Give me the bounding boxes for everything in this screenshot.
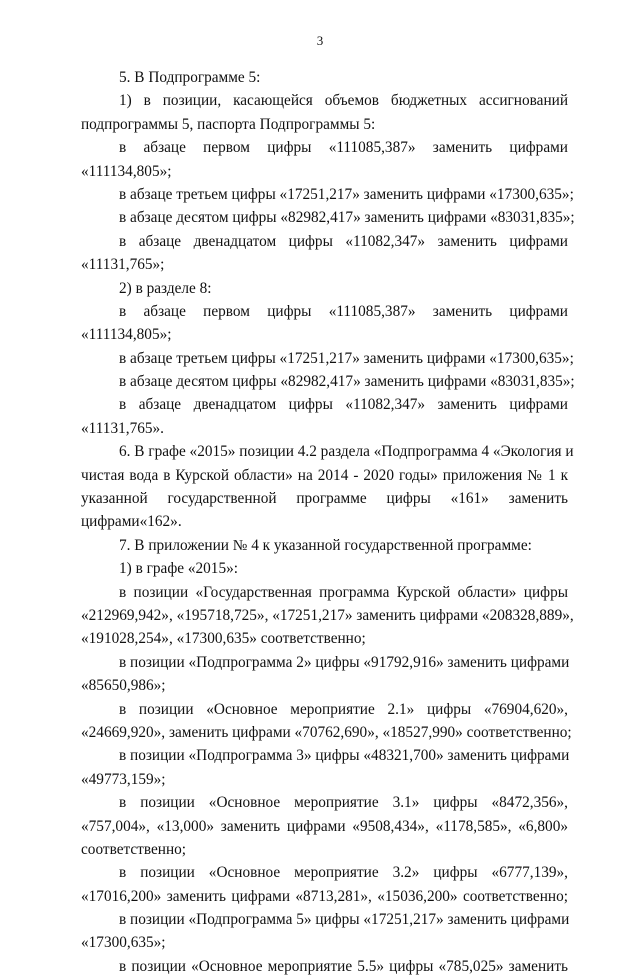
text-line: в позиции «Основное мероприятие 5.5» цифры «785,025» заменить bbox=[119, 957, 568, 975]
text-line: «757,004», «13,000» заменить цифрами «9508,434», «1178,585», «6,800» bbox=[81, 817, 568, 835]
text-line: в позиции «Подпрограмма 5» цифры «17251,217» заменить цифрами bbox=[119, 911, 570, 929]
text-line: соответственно; bbox=[81, 840, 187, 858]
text-line: в абзаце двенадцатом цифры «11082,347» заменить цифрами bbox=[119, 232, 568, 250]
text-line: «17016,200» заменить цифрами «8713,281», «15036,200» соответственно; bbox=[81, 887, 568, 905]
text-line: «111134,805»; bbox=[81, 162, 172, 180]
text-line: в позиции «Государственная программа Курской области» цифры bbox=[119, 583, 568, 601]
text-line: «191028,254», «17300,635» соответственно; bbox=[81, 630, 366, 648]
text-line: «11131,765». bbox=[81, 419, 164, 437]
text-line: чистая вода в Курской области» на 2014 - 2020 годы» приложения № 1 к bbox=[81, 466, 568, 484]
text-line: 2) в разделе 8: bbox=[119, 279, 212, 297]
page-number: 3 bbox=[316, 33, 324, 48]
text-line: «11131,765»; bbox=[81, 256, 165, 274]
text-line: подпрограммы 5, паспорта Подпрограммы 5: bbox=[81, 115, 376, 133]
text-line: в позиции «Основное мероприятие 3.1» цифры «8472,356», bbox=[119, 794, 568, 812]
text-line: в абзаце десятом цифры «82982,417» заменить цифрами «83031,835»; bbox=[119, 209, 575, 227]
text-line: «85650,986»; bbox=[81, 677, 166, 695]
text-line: в абзаце третьем цифры «17251,217» заменить цифрами «17300,635»; bbox=[119, 185, 574, 203]
text-line: в позиции «Основное мероприятие 3.2» цифры «6777,139», bbox=[119, 864, 568, 882]
text-line: 6. В графе «2015» позиции 4.2 раздела «Подпрограмма 4 «Экология и bbox=[119, 443, 574, 461]
text-line: в абзаце третьем цифры «17251,217» заменить цифрами «17300,635»; bbox=[119, 349, 574, 367]
text-line: «212969,942», «195718,725», «17251,217» заменить цифрами «208328,889», bbox=[81, 606, 574, 624]
text-line: 1) в графе «2015»: bbox=[119, 560, 238, 578]
text-line: в абзаце десятом цифры «82982,417» заменить цифрами «83031,835»; bbox=[119, 373, 575, 391]
text-line: в абзаце двенадцатом цифры «11082,347» заменить цифрами bbox=[119, 396, 568, 414]
text-line: «49773,159»; bbox=[81, 770, 166, 788]
text-line: «24669,920», заменить цифрами «70762,690», «18527,990» соответственно; bbox=[81, 723, 572, 741]
text-line: 1) в позиции, касающейся объемов бюджетных ассигнований bbox=[119, 92, 568, 110]
document-body bbox=[81, 66, 575, 978]
text-line: 7. В приложении № 4 к указанной государственной программе: bbox=[119, 536, 532, 554]
text-line: в абзаце первом цифры «111085,387» заменить цифрами bbox=[119, 302, 568, 320]
text-line: «111134,805»; bbox=[81, 326, 172, 344]
text-line: 5. В Подпрограмме 5: bbox=[119, 69, 261, 86]
text-line: в абзаце первом цифры «111085,387» заменить цифрами bbox=[119, 139, 568, 157]
text-line: в позиции «Подпрограмма 2» цифры «91792,916» заменить цифрами bbox=[119, 653, 570, 671]
text-line: в позиции «Основное мероприятие 2.1» цифры «76904,620», bbox=[119, 700, 568, 718]
text-line: «17300,635»; bbox=[81, 934, 166, 952]
text-line: указанной государственной программе цифры «161» заменить bbox=[81, 490, 568, 508]
text-line: цифрами«162». bbox=[81, 513, 182, 531]
text-line: в позиции «Подпрограмма 3» цифры «48321,700» заменить цифрами bbox=[119, 747, 570, 765]
